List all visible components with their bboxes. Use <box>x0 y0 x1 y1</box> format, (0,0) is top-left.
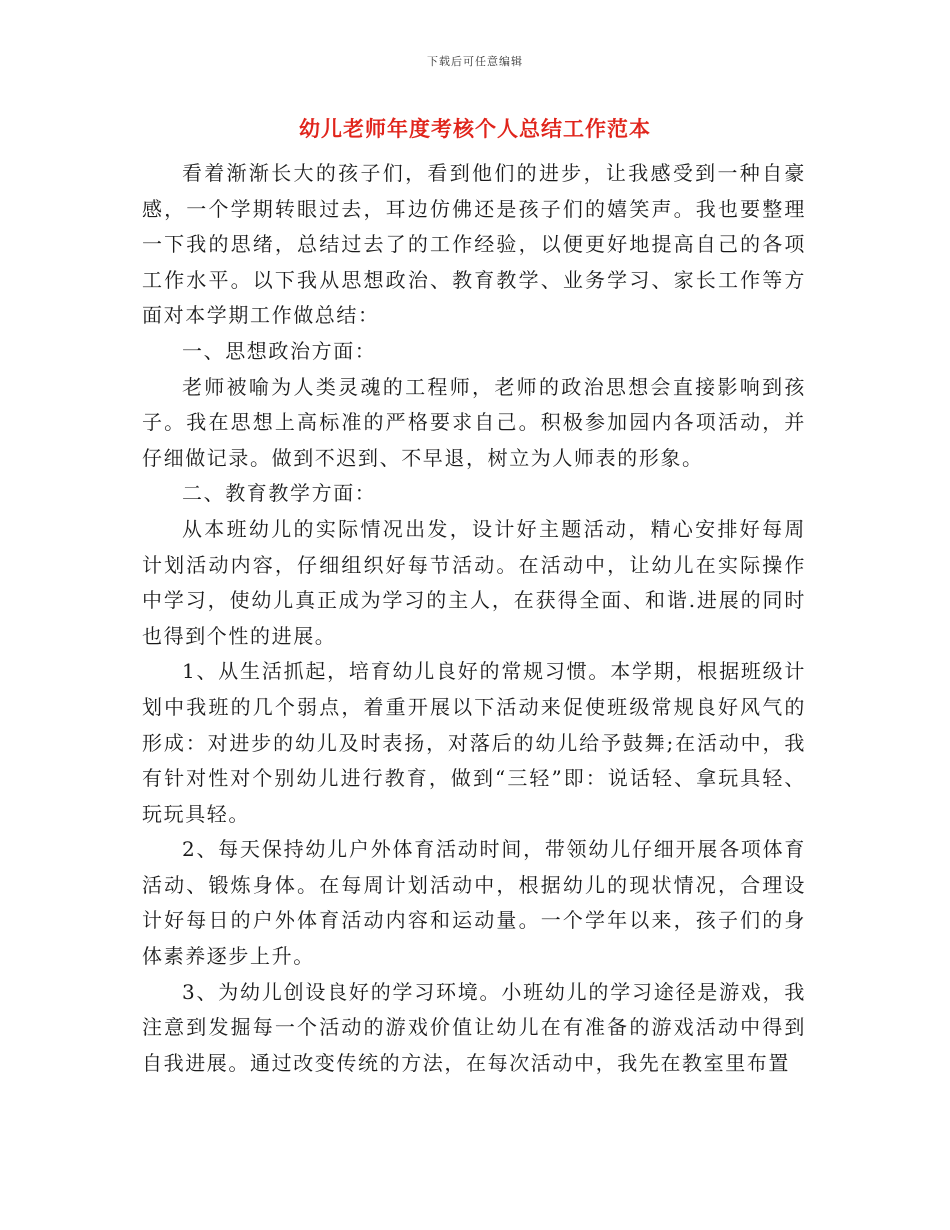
paragraph-politics: 老师被喻为人类灵魂的工程师，老师的政治思想会直接影响到孩子。我在思想上高标准的严格要求自己。积极参加园内各项活动，并仔细做记录。做到不迟到、不早退，树立为人师表的形象。 <box>142 374 806 470</box>
section-heading-politics: 一、思想政治方面： <box>182 338 377 363</box>
document-body <box>142 156 806 1081</box>
paragraph-item-2: 2、每天保持幼儿户外体育活动时间，带领幼儿仔细开展各项体育活动、锻炼身体。在每周计划活动中，根据幼儿的现状情况，合理设计好每日的户外体育活动内容和运动量。一个学年以来，孩子们的身体素养逐步上升。 <box>142 837 806 969</box>
paragraph-item-1: 1、从生活抓起，培育幼儿良好的常规习惯。本学期，根据班级计划中我班的几个弱点，着重开展以下活动来促使班级常规良好风气的形成：对进步的幼儿及时表扬，对落后的幼儿给予鼓舞;在活动中，我有针对性对个别幼儿进行教育，做到“三轻”即：说话轻、拿玩具轻、玩玩具轻。 <box>142 659 806 826</box>
paragraph-teaching: 从本班幼儿的实际情况出发，设计好主题活动，精心安排好每周计划活动内容，仔细组织好每节活动。在活动中，让幼儿在实际操作中学习，使幼儿真正成为学习的主人，在获得全面、和谐.进展的同时也得到个性的进展。 <box>142 516 806 648</box>
paragraph-intro: 看着渐渐长大的孩子们，看到他们的进步，让我感受到一种自豪感，一个学期转眼过去，耳边仿佛还是孩子们的嬉笑声。我也要整理一下我的思绪，总结过去了的工作经验，以便更好地提高自己的各项工作水平。以下我从思想政治、教育教学、业务学习、家长工作等方面对本学期工作做总结： <box>142 161 806 328</box>
paragraph-item-3: 3、为幼儿创设良好的学习环境。小班幼儿的学习途径是游戏，我注意到发掘每一个活动的游戏价值让幼儿在有准备的游戏活动中得到自我进展。通过改变传统的方法，在每次活动中，我先在教室里布置 <box>142 979 806 1075</box>
document-title: 幼儿老师年度考核个人总结工作范本 <box>299 116 651 141</box>
section-heading-teaching: 二、教育教学方面： <box>182 481 377 506</box>
header-note: 下载后可任意编辑 <box>427 55 523 68</box>
